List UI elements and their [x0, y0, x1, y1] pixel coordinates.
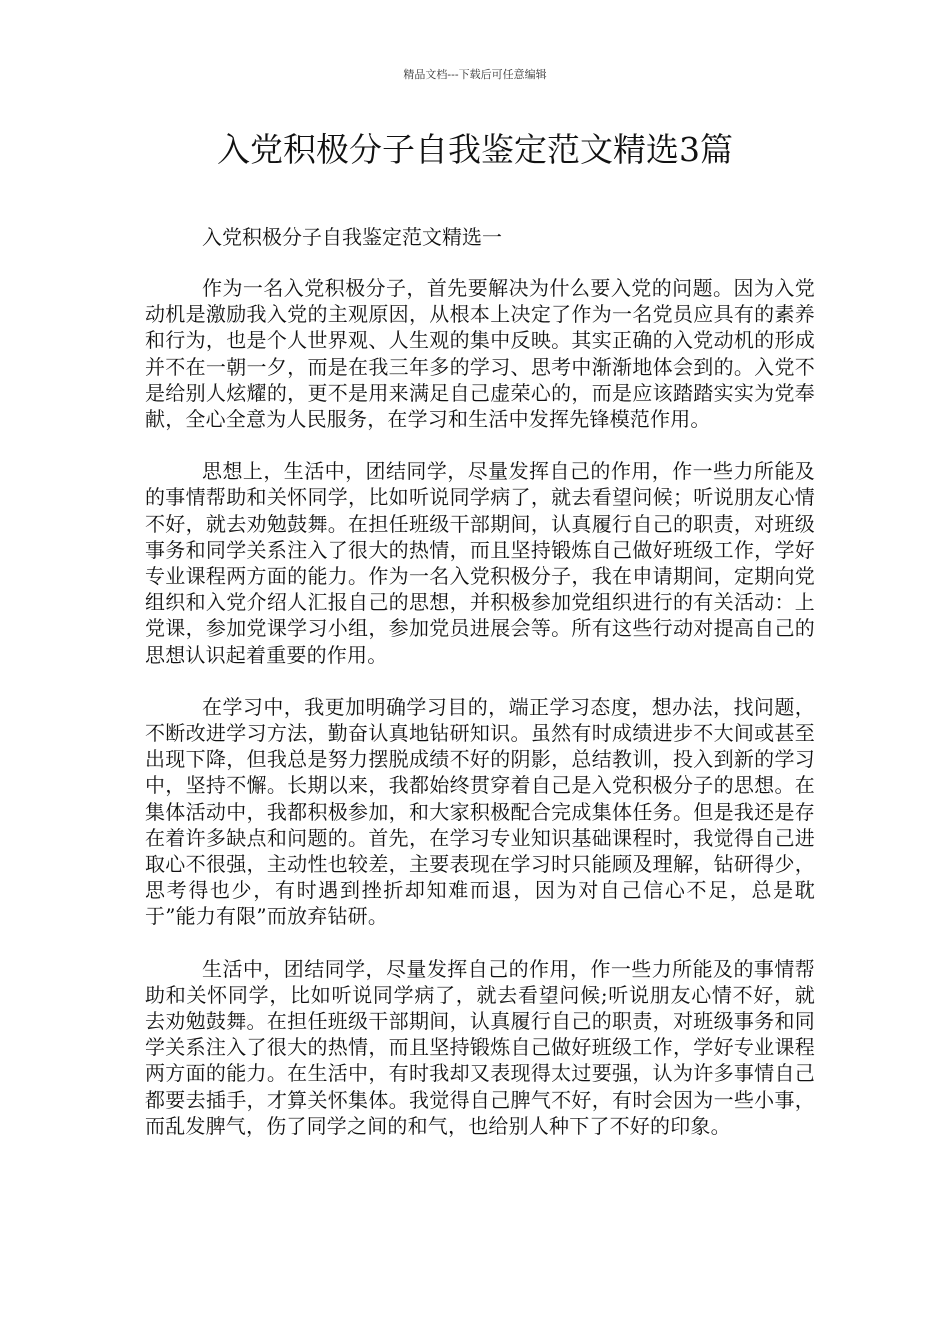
paragraph-4: 生活中，团结同学，尽量发挥自己的作用，作一些力所能及的事情帮助和关怀同学，比如听说同学病了，就去看望问候;听说朋友心情不好，就去劝勉鼓舞。在担任班级干部期间，认真履行自己的职责，对班级事务和同学关系注入了很大的热情，而且坚持锻炼自己做好班级工作，学好专业课程两方面的能力。在生活中，有时我却又表现得太过要强，认为许多事情自己都要去插手，才算关怀集体。我觉得自己脾气不好，有时会因为一些小事，而乱发脾气，伤了同学之间的和气，也给别人种下了不好的印象。 — [145, 956, 815, 1138]
document-body — [145, 224, 815, 1165]
header-note: 精品文档---下载后可任意编辑 — [403, 68, 547, 81]
paragraph-3: 在学习中，我更加明确学习目的，端正学习态度，想办法，找问题，不断改进学习方法，勤奋认真地钻研知识。虽然有时成绩进步不大间或甚至出现下降，但我总是努力摆脱成绩不好的阴影，总结教训，投入到新的学习中，坚持不懈。长期以来，我都始终贯穿着自己是入党积极分子的思想。在集体活动中，我都积极参加，和大家积极配合完成集体任务。但是我还是存在着许多缺点和问题的。首先，在学习专业知识基础课程时，我觉得自己进取心不很强，主动性也较差，主要表现在学习时只能顾及理解，钻研得少，思考得也少，有时遇到挫折却知难而退，因为对自己信心不足，总是耽于”能力有限”而放弃钻研。 — [145, 694, 815, 929]
paragraph-2: 思想上，生活中，团结同学，尽量发挥自己的作用，作一些力所能及的事情帮助和关怀同学，比如听说同学病了，就去看望问候；听说朋友心情不好，就去劝勉鼓舞。在担任班级干部期间，认真履行自己的职责，对班级事务和同学关系注入了很大的热情，而且坚持锻炼自己做好班级工作，学好专业课程两方面的能力。作为一名入党积极分子，我在申请期间，定期向党组织和入党介绍人汇报自己的思想，并积极参加党组织进行的有关活动：上党课，参加党课学习小组，参加党员进展会等。所有这些行动对提高自己的思想认识起着重要的作用。 — [145, 459, 815, 667]
document-title: 入党积极分子自我鉴定范文精选3篇 — [217, 130, 733, 169]
paragraph-1: 作为一名入党积极分子，首先要解决为什么要入党的问题。因为入党动机是激励我入党的主观原因，从根本上决定了作为一名党员应具有的素养和行为，也是个人世界观、人生观的集中反映。其实正确的入党动机的形成并不在一朝一夕，而是在我三年多的学习、思考中渐渐地体会到的。入党不是给别人炫耀的，更不是用来满足自己虚荣心的，而是应该踏踏实实为党奉献，全心全意为人民服务，在学习和生活中发挥先锋模范作用。 — [145, 276, 815, 432]
section-heading: 入党积极分子自我鉴定范文精选一 — [202, 225, 502, 249]
